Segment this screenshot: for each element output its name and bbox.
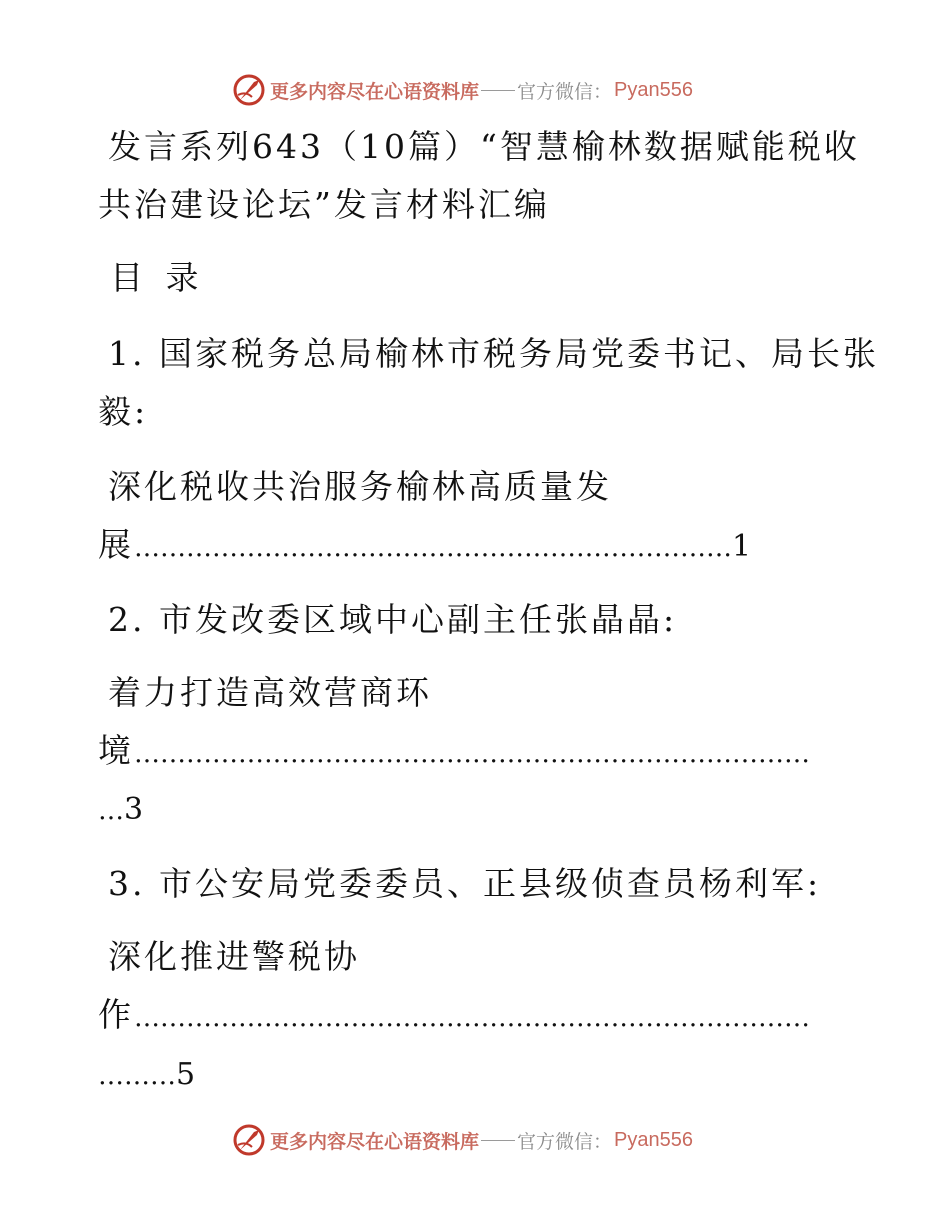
toc-entry-1-speaker: 1. 国家税务总局榆林市税务局党委书记、局长张 — [108, 334, 879, 373]
banner-divider — [481, 90, 515, 91]
banner-brand-text: 更多内容尽在心语资料库 — [270, 80, 480, 103]
banner-wechat-label: 官方微信： — [517, 1130, 613, 1153]
toc-entry-3-topic: 深化推进警税协 — [108, 937, 360, 976]
toc-entry-1-topic: 深化税收共治服务榆林高质量发 — [108, 467, 612, 506]
feather-logo-icon — [232, 1123, 266, 1157]
toc-entry-3-page-number: 5 — [176, 1057, 196, 1092]
toc-entry-1-dot-leader: …………………………………………………………… — [134, 533, 732, 563]
toc-entry-3-speaker: 3. 市公安局党委委员、正县级侦查员杨利军: — [108, 864, 822, 903]
toc-heading: 目 录 — [110, 258, 205, 297]
toc-entry-3-dot-leader-cont: ……… — [98, 1061, 176, 1091]
footer-banner — [232, 1120, 722, 1160]
header-banner — [232, 70, 722, 110]
banner-wechat-id: Pyan556 — [614, 78, 693, 101]
toc-entry-3-dot-leader: …………………………………………………………………… — [134, 1003, 810, 1033]
document-title-line-2: 共治建设论坛”发言材料汇编 — [98, 185, 550, 224]
toc-entry-2-leader-cont-line[interactable] — [98, 788, 143, 831]
document-title-line-1: 发言系列643（10篇）“智慧榆林数据赋能税收 — [108, 127, 860, 166]
toc-entry-1-topic-end: 展 — [98, 525, 134, 564]
toc-entry-2-dot-leader: …………………………………………………………………… — [134, 739, 810, 769]
toc-entry-1-speaker-cont: 毅: — [98, 392, 149, 431]
banner-divider — [481, 1140, 515, 1141]
toc-entry-2-dot-leader-cont: … — [98, 796, 124, 826]
toc-entry-1-leader-line[interactable] — [98, 525, 751, 568]
toc-entry-1-page-number: 1 — [732, 529, 752, 564]
toc-entry-2-topic-end: 境 — [98, 731, 134, 770]
toc-entry-3-leader-cont-line[interactable] — [98, 1053, 195, 1096]
toc-entry-2-page-number: 3 — [124, 792, 144, 827]
feather-logo-icon — [232, 73, 266, 107]
banner-brand-text: 更多内容尽在心语资料库 — [270, 1130, 480, 1153]
toc-entry-2-speaker: 2. 市发改委区域中心副主任张晶晶: — [108, 600, 678, 639]
banner-wechat-label: 官方微信： — [517, 80, 613, 103]
toc-entry-2-leader-line[interactable] — [98, 731, 810, 774]
banner-wechat-id: Pyan556 — [614, 1128, 693, 1151]
toc-entry-3-leader-line[interactable] — [98, 995, 810, 1038]
toc-entry-2-topic: 着力打造高效营商环 — [108, 673, 432, 712]
toc-entry-3-topic-end: 作 — [98, 995, 134, 1034]
